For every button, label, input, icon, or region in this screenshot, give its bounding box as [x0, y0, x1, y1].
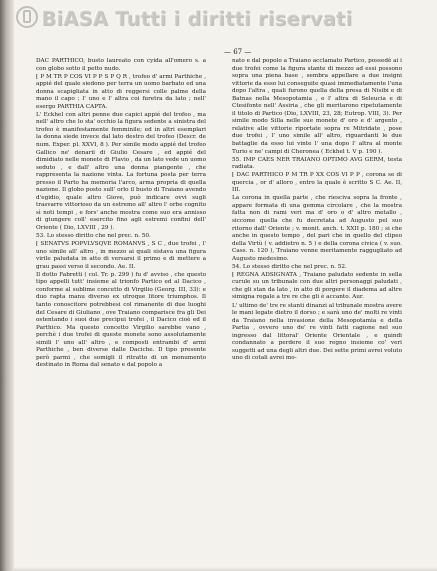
watermark-text: BiASA Tutti i diritti riservati	[41, 7, 353, 30]
copyright-lock-icon	[16, 6, 38, 28]
left-column	[36, 58, 206, 370]
paragraph: DAC PARTHICO, busto laureato con cyida all'omero s. a con globo sotto il petto nudo.	[36, 58, 206, 72]
page-bottom-edge	[14, 567, 437, 571]
paragraph: 55. IMP CAES NER TRAIANO OPTIMO AVG GERM, testa radiata.	[232, 156, 402, 171]
page-number: — 67 —	[224, 48, 252, 56]
paragraph: 53. Lo stesso diritto che nel prec. n. 50.	[36, 233, 151, 240]
paragraph: Il dotto Fabretti ( col. Tr. p. 299 ) fu d' avviso , che questo tipo appelli tutt' insieme al trionfo Partico ed al Dacico , conforme al sublime concetto di Virgilio (Georg. III, 33): e duo rapta manu diverso ex utroque litore triumphos. Il tanto conoscitore potrebbesi col rimanente di due luoghi del Cesare di Giuliano , ove Traiano comparisce fra gli Dei ostentando i suoi due precipui trofei , il Dacico cioè ed il Parthico. Ma questo concetto Virgilio sarebbe vano , perchè i due trofei di queste monete sono assolutamente simili l' uno all' altro , e composti entrambi d' armi Parthiche , ben diverse dalle Daciche. Il tipo presente però parmi , che somigli il ritratto di un monumento destinato in Roma dal senato e dal popolo a	[36, 271, 206, 369]
paragraph: nato e dal popolo a Traiano acclamato Partico, possedè ai i due trofei come la figura stante di mezzo ad essi possono sopra una piena base , sembra appellare a due insigni vittorie da esso lui conseguite quasi immediatamente l'una dopo l'altra , quali furono quella della presa di Nisibi e di Batnas nella Mesopotamia , e l' altra di Seleucia e di Ctesifonte nell' Assiria , che gli meritarono ripetutamente il titolo di Partico (Dio, LXVIII, 23, 28; Eutrop. VIII, 3). Per simile modo Silla nelle sue monete d' oro e d' argento , relative alle vittorie riportate sopra re Mitridate , pose due trofei , l' uno simile all' altro, riguardanti le due battaglie da esso lui vinte l' una dopo l' altra al monte Turio e ne' campi di Cheronea ( Eckhel t. V p. 190 ).	[232, 58, 402, 155]
paragraph: ⁅ SENATVS POPVLVSQVE ROMANVS , S C , due trofei , l' uno simile all' altro , in mezzo ai quali sistava una figura virile paludata in atto di versarsi il primo e di mettere a grau passi verso il secondo. Ae. II.	[36, 241, 206, 270]
paragraph: ⁅ REGNA ADSIGNATA , Traiano paludato sedente in sella curule su un tribunale con due altri personaggi paludati , che gli stan da lato , in atto di porgere il diadema ad altre simigna regale a tre re che gli è accanto. Aur.	[232, 271, 402, 301]
paragraph: L' Eckhel con altri penne due capici appié del trofeo , ma nell' altro che lo sta' occhio la figura sedente a sinistra del trofeo è manifestamente femminile; ed in altri esemplari la donna siede invece dal lato destro del trofeo (Descr. de num. Exper. pl. XXVI, 8 ). Per simile modo appié del trofeo Gallico ne' denarii di Giulio Cesare , ed appié del dimidiato nelle monete di Flavio , da un lato vede un uomo seduto , e dall' altro una donna piangente , che rappresenta la nazione vinta. La fortuna posta per terra presso il Parto ha memoria l'arco, arma propria di quella nazione. Il globo posto sull' orlo il busto di Traiano avendo d'egidio, quale altro Giove, può indicare ovvi sugli trasvarre vittorioso da un estremo all' altro l' orbe cognito sì noti tempi , e fors' anche mostra come suo era annisso di giungere coll' esercito fino agli estremi confini dell' Oriente ( Dio, LXVIII , 29 ).	[36, 111, 206, 232]
book-spine-shadow	[0, 0, 14, 571]
paragraph: La corona in quella parte , che riesciva sopra la fronte , appare formata di una gemma circolare , che la mostra fatta non di rami veri ma d' oro o d' altro metallo , siccome quella che fu decretata ad Augusto pel suo ritorno dall' Oriente ; v. monit. anch. t. XXII p. 180 ; si che anche in questo tempo , del pari che in quello del clipeo della Virtù ( v. addietro n. 5 ) e della corona civica ( v. suo. Cass. n. 120 ), Traiano venne meritamente raggugliato ad Augusto medesimo.	[232, 195, 402, 262]
paragraph: ⁅ P M TR P COS VI P P S P Q R , trofeo d' armi Parthiche , appié del quale siedono per terra un uomo barbato ed una donna scapigliata in atto di reggersi colle palme della mano il capo ; l' uno e l' altra coi furetra da lato ; nell' esergo PARTHIA CAPTA.	[36, 73, 206, 110]
right-column	[232, 58, 402, 363]
paragraph: L' ultimo de' tre re stanti dinanzi al tribunale mostra avere le mani legate dietro il dorso ; e sarà uno de' molti re vinti da Traiano nella invasione della Mesopotamia e della Partia , ovvero uno de' re vinti fatti cagione nel suo ingresso dal littoral' Oriente Orientale , e quindi condannato a perdere il suo regno insieme co' veri suggetti ad una degli altri due. Dei sette primi avrei voluto uno di cotali avrei mo-	[232, 302, 402, 362]
paragraph: 54. Lo stesso diritto che nel prec. n. 52.	[232, 263, 347, 270]
paragraph: ⁅ DAC PARTHICO P M TR P XX COS VI P P , corona se di quercia , or d' alloro , entro la quale è scritto S C. Ae. II, III.	[232, 172, 402, 194]
watermark	[16, 6, 436, 30]
